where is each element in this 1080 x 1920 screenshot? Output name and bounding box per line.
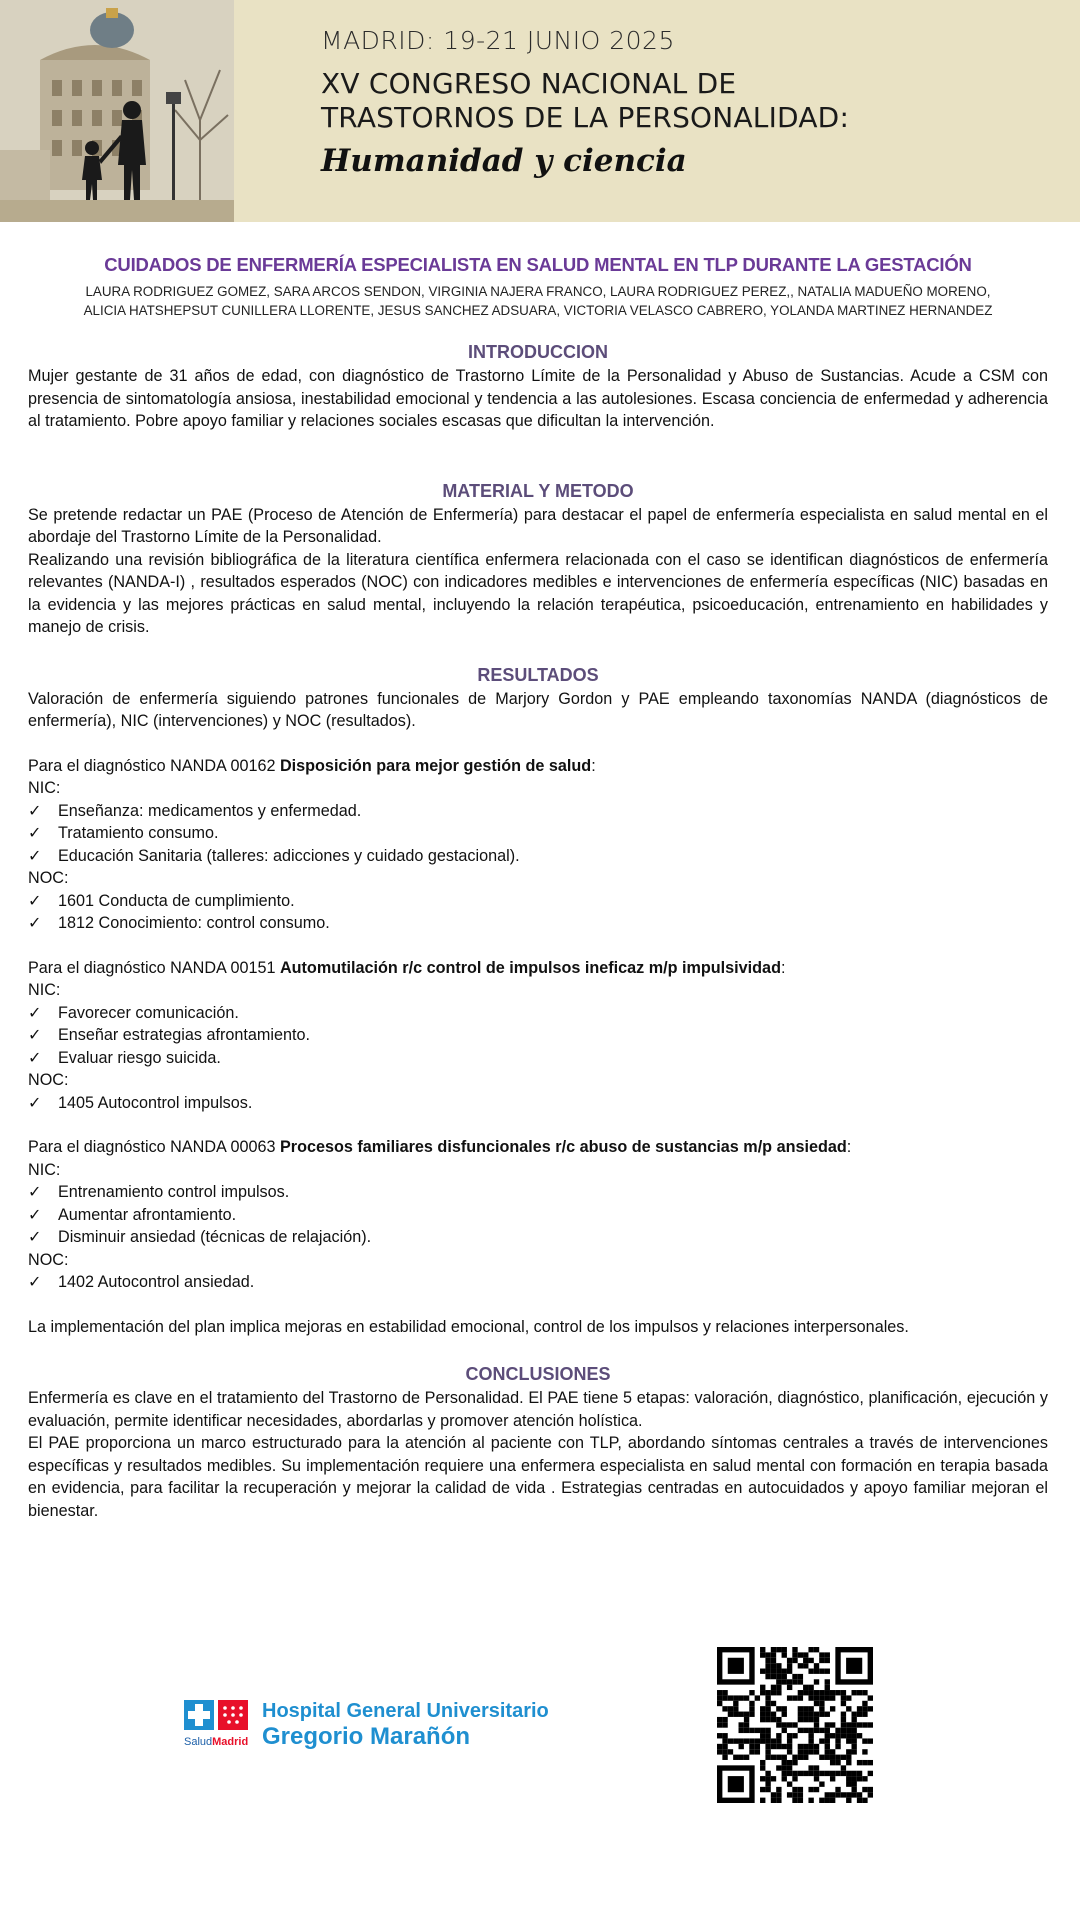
nic-item xyxy=(28,1047,1048,1070)
checkmark-icon: ✓ xyxy=(28,1093,42,1112)
congress-title-line2: TRASTORNOS DE LA PERSONALIDAD: xyxy=(321,101,850,134)
diagnosis-suffix: : xyxy=(780,958,786,977)
diagnosis-line xyxy=(28,755,1048,778)
noc-item-text: 1402 Autocontrol ansiedad. xyxy=(58,1273,255,1291)
results-heading: RESULTADOS xyxy=(477,664,599,685)
conclusions-paragraph: El PAE proporciona un marco estructurado para la atención al paciente con TLP, abordando síntomas centrales a través de intervenciones específicas y resultados medibles. Su implementación requiere una enfermera especialista en salud mental con formación en terapia basada en evidencia, para facilitar la recuperación y mejorar la calidad de vida . Estrategias centradas en autocuidados y apoyo familiar mejoran el bienestar. xyxy=(28,1434,1048,1520)
spacer xyxy=(28,433,1048,479)
nic-item-text: Evaluar riesgo suicida. xyxy=(58,1048,221,1067)
nic-item xyxy=(28,1002,1048,1025)
nic-item xyxy=(28,822,1048,845)
authors-line: LAURA RODRIGUEZ GOMEZ, SARA ARCOS SENDON, VIRGINIA NAJERA FRANCO, LAURA RODRIGUEZ PEREZ,, NATALIA MADUEÑO MORENO, xyxy=(85,284,991,299)
authors-line: ALICIA HATSHEPSUT CUNILLERA LLORENTE, JESUS SANCHEZ ADSUARA, VICTORIA VELASCO CABRERO, YOLANDA MARTINEZ HERNANDEZ xyxy=(83,303,993,318)
congress-date: MADRID: 19-21 JUNIO 2025 xyxy=(321,26,675,55)
noc-item-text: 1601 Conducta de cumplimiento. xyxy=(58,891,295,910)
intro-paragraph: Mujer gestante de 31 años de edad, con diagnóstico de Trastorno Límite de la Personalidad y Abuso de Sustancias. Acude a CSM con presencia de sintomatología ansiosa, inestabilidad emocional y tendencia a las autolesiones. Escasa conciencia de enfermedad y adherencia al tratamiento. Pobre apoyo familiar y relaciones sociales escasas que dificultan la intervención. xyxy=(28,367,1048,430)
qr-finder-square xyxy=(846,1658,862,1674)
diagnosis-name: Procesos familiares disfuncionales r/c abuso de sustancias m/p ansiedad xyxy=(279,1138,847,1156)
checkmark-icon: ✓ xyxy=(28,1228,42,1246)
nic-label: NIC: xyxy=(28,981,61,999)
qr-code[interactable] xyxy=(717,1647,873,1803)
congress-header xyxy=(0,0,1080,222)
nic-item xyxy=(28,800,1048,823)
hospital-name-line1: Hospital General Universitario xyxy=(262,1700,549,1722)
salud-madrid-label xyxy=(184,1736,248,1748)
spacer xyxy=(28,1294,1048,1316)
nic-item xyxy=(28,1204,1048,1227)
checkmark-icon: ✓ xyxy=(28,1205,42,1224)
noc-item xyxy=(28,1092,1048,1115)
poster-body xyxy=(28,254,1048,1522)
method-heading: MATERIAL Y METODO xyxy=(442,480,634,501)
checkmark-icon: ✓ xyxy=(28,801,42,820)
authors-list xyxy=(28,282,1048,320)
checkmark-icon: ✓ xyxy=(28,1003,42,1022)
conclusions-heading: CONCLUSIONES xyxy=(465,1364,611,1384)
noc-label: NOC: xyxy=(28,1071,69,1089)
nic-item-text: Favorecer comunicación. xyxy=(58,1003,239,1022)
nic-item xyxy=(28,1226,1048,1249)
conclusions-paragraph: Enfermería es clave en el tratamiento del Trastorno de Personalidad. El PAE tiene 5 etapas: valoración, diagnóstico, planificación, ejecución y evaluación, permite identificar necesidades, abordarlas y promover atención holística. xyxy=(28,1389,1048,1430)
madrid-text: Madrid xyxy=(212,1736,249,1748)
qr-finder-square xyxy=(728,1776,744,1792)
intro-heading: INTRODUCCION xyxy=(468,342,608,362)
nic-item-text: Educación Sanitaria (talleres: adicciones y cuidado gestacional). xyxy=(58,846,520,865)
checkmark-icon: ✓ xyxy=(28,891,42,910)
results-closing: La implementación del plan implica mejoras en estabilidad emocional, control de los impulsos y relaciones interpersonales. xyxy=(28,1317,909,1336)
nic-label: NIC: xyxy=(28,779,61,797)
diagnosis-name: Automutilación r/c control de impulsos ineficaz m/p impulsividad xyxy=(279,958,781,977)
poster-title: CUIDADOS DE ENFERMERÍA ESPECIALISTA EN SALUD MENTAL EN TLP DURANTE LA GESTACIÓN xyxy=(104,254,972,275)
checkmark-icon: ✓ xyxy=(28,824,42,842)
results-intro: Valoración de enfermería siguiendo patrones funcionales de Marjory Gordon y PAE empleando taxonomías NANDA (diagnósticos de enfermería), NIC (intervenciones) y NOC (resultados). xyxy=(28,689,1048,730)
noc-item xyxy=(28,1271,1048,1294)
nic-item xyxy=(28,1181,1048,1204)
method-paragraph: Se pretende redactar un PAE (Proceso de Atención de Enfermería) para destacar el papel de enfermería especialista en salud mental en el abordaje del Trastorno Límite de la Personalidad. xyxy=(28,505,1048,546)
noc-label: NOC: xyxy=(28,1250,69,1269)
diagnosis-name: Disposición para mejor gestión de salud xyxy=(279,756,592,775)
nic-item xyxy=(28,845,1048,868)
qr-finder-square xyxy=(728,1658,744,1674)
congress-title-line1: XV CONGRESO NACIONAL DE xyxy=(321,67,737,100)
nic-item-text: Aumentar afrontamiento. xyxy=(58,1205,237,1224)
congress-subtitle: Humanidad y ciencia xyxy=(321,143,687,179)
nic-item-text: Enseñanza: medicamentos y enfermedad. xyxy=(58,801,362,820)
nic-item-text: Tratamiento consumo. xyxy=(58,824,219,842)
noc-item-text: 1812 Conocimiento: control consumo. xyxy=(58,914,330,932)
salud-text: Salud xyxy=(184,1736,213,1748)
diagnosis-suffix: : xyxy=(591,756,596,775)
spacer xyxy=(28,733,1048,755)
nic-label: NIC: xyxy=(28,1160,61,1179)
spacer xyxy=(28,935,1048,957)
nic-item-text: Enseñar estrategias afrontamiento. xyxy=(58,1026,310,1044)
noc-item xyxy=(28,890,1048,913)
checkmark-icon: ✓ xyxy=(28,1273,42,1291)
diagnosis-prefix: Para el diagnóstico NANDA 00063 xyxy=(28,1138,280,1156)
checkmark-icon: ✓ xyxy=(28,846,42,865)
salud-madrid-logo-icon xyxy=(184,1700,250,1734)
spacer xyxy=(28,1114,1048,1136)
noc-item-text: 1405 Autocontrol impulsos. xyxy=(58,1093,253,1112)
diagnosis-prefix: Para el diagnóstico NANDA 00151 xyxy=(28,958,280,977)
noc-label: NOC: xyxy=(28,869,69,887)
checkmark-icon: ✓ xyxy=(28,914,42,932)
madrid-street-illustration xyxy=(0,0,234,222)
spacer xyxy=(28,639,1048,663)
checkmark-icon: ✓ xyxy=(28,1048,42,1067)
noc-item xyxy=(28,912,1048,935)
diagnosis-line xyxy=(28,957,1048,980)
checkmark-icon: ✓ xyxy=(28,1183,42,1201)
header-text-block xyxy=(321,26,1061,179)
hospital-logo xyxy=(184,1700,564,1748)
nic-item-text: Entrenamiento control impulsos. xyxy=(58,1183,290,1201)
nic-item xyxy=(28,1024,1048,1047)
checkmark-icon: ✓ xyxy=(28,1026,42,1044)
illustration-image xyxy=(0,0,234,222)
spacer xyxy=(28,1338,1048,1362)
diagnosis-line xyxy=(28,1136,1048,1159)
diagnosis-prefix: Para el diagnóstico NANDA 00162 xyxy=(28,756,280,775)
hospital-name-line2: Gregorio Marañón xyxy=(262,1723,471,1750)
diagnosis-suffix: : xyxy=(846,1138,852,1156)
method-paragraph: Realizando una revisión bibliográfica de la literatura científica enfermera relacionada con el caso se identifican diagnósticos de enfermería relevantes (NANDA-I) , resultados esperados (NOC) con indicadores medibles e intervenciones de enfermería específicas (NIC) basadas en la evidencia y las mejores prácticas en salud mental, incluyendo la relación terapéutica, psicoeducación, entrenamiento en habilidades y manejo de crisis. xyxy=(28,550,1048,636)
nic-item-text: Disminuir ansiedad (técnicas de relajación). xyxy=(58,1228,372,1246)
